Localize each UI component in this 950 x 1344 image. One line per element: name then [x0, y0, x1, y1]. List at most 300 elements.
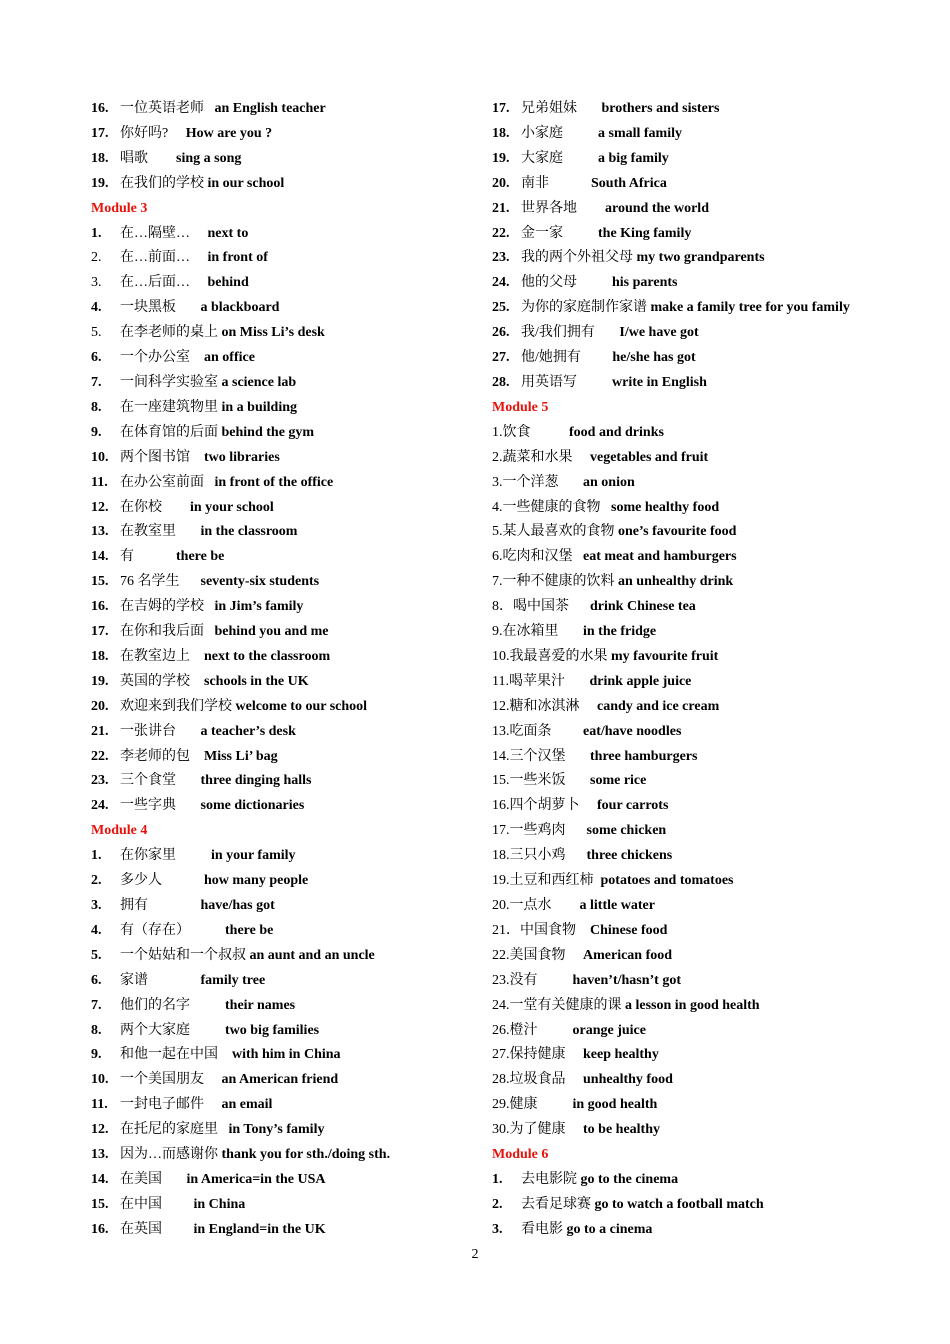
english-translation: in our school	[207, 175, 285, 191]
entry-number: 18.	[91, 648, 109, 664]
vocab-entry	[492, 321, 922, 346]
vocab-entry	[492, 994, 922, 1019]
chinese-term: 30.为了健康	[492, 1122, 566, 1138]
term-separator	[204, 1072, 222, 1087]
entry-number: 17.	[492, 101, 510, 116]
chinese-term: 他们的名字	[120, 997, 190, 1013]
english-translation: around the world	[605, 200, 709, 216]
term-separator	[218, 1047, 232, 1062]
term-separator	[180, 574, 201, 589]
english-translation: how many people	[204, 873, 309, 889]
entry-number: 13.	[91, 524, 109, 540]
vocab-entry	[91, 122, 481, 147]
chinese-term: 27.保持健康	[492, 1047, 566, 1063]
vocab-entry	[492, 1168, 922, 1193]
term-separator	[176, 773, 201, 788]
vocab-entry	[91, 222, 481, 247]
chinese-term: 多少人	[120, 873, 162, 889]
vocab-entry	[91, 446, 481, 471]
chinese-term: 两个大家庭	[120, 1022, 190, 1038]
entry-number: 16.	[91, 101, 109, 116]
vocab-entry	[492, 1193, 922, 1218]
english-translation: next to the classroom	[204, 648, 331, 664]
term-separator	[162, 1222, 194, 1237]
english-translation: behind the gym	[221, 424, 315, 440]
vocab-entry	[492, 346, 922, 371]
entry-number: 22.	[492, 225, 510, 241]
chinese-term: 英国的学校	[120, 673, 190, 689]
vocab-entry	[91, 346, 481, 371]
page-number: 2	[471, 1247, 479, 1262]
english-translation: South Africa	[591, 175, 667, 191]
entry-number: 4.	[91, 300, 102, 316]
entry-number: 17.	[91, 624, 109, 640]
entry-number: 9.	[91, 1047, 102, 1063]
term-separator	[576, 923, 590, 938]
term-separator	[176, 524, 201, 539]
entry-number: 12.	[91, 1122, 109, 1138]
entry-number: 8.	[91, 1022, 102, 1038]
vocab-entry	[492, 570, 922, 595]
entry-number: 5.	[91, 947, 102, 963]
chinese-term: 9.在冰箱里	[492, 624, 559, 640]
term-separator	[190, 250, 208, 265]
vocab-entry	[492, 620, 922, 645]
term-separator	[538, 1023, 573, 1038]
term-separator	[581, 350, 613, 365]
vocab-entry	[492, 122, 922, 147]
chinese-term: 三个食堂	[120, 773, 176, 789]
entry-number: 11.	[91, 474, 108, 490]
vocab-entry	[492, 197, 922, 222]
chinese-term: 11.喝苹果汁	[492, 673, 565, 689]
vocab-entry	[91, 794, 481, 819]
term-separator	[563, 226, 598, 241]
chinese-term: 15.一些米饭	[492, 773, 566, 789]
chinese-term: 有	[120, 549, 134, 565]
entry-number: 17.	[91, 125, 109, 141]
chinese-term: 一个办公室	[120, 350, 190, 366]
vocab-entry	[91, 1168, 481, 1193]
chinese-term: 在我们的学校	[120, 175, 204, 191]
term-separator	[566, 773, 591, 788]
vocab-entry	[492, 819, 922, 844]
english-translation: a big family	[598, 150, 669, 166]
english-translation: three hamburgers	[590, 748, 698, 764]
term-separator	[573, 450, 591, 465]
chinese-term: 为你的家庭制作家谱	[521, 300, 647, 316]
english-translation: go to a cinema	[566, 1221, 653, 1237]
chinese-term: 去看足球赛	[521, 1196, 591, 1212]
term-separator	[190, 450, 204, 465]
english-translation: in the classroom	[200, 524, 298, 540]
entry-number: 3.	[492, 1221, 503, 1237]
entry-number: 25.	[492, 300, 510, 316]
english-translation: in your family	[211, 848, 296, 864]
term-separator	[148, 973, 201, 988]
vocab-entry	[91, 421, 481, 446]
term-separator	[566, 948, 584, 963]
vocab-entry	[492, 1043, 922, 1068]
english-translation: in China	[193, 1196, 246, 1212]
chinese-term: 14.三个汉堡	[492, 748, 566, 764]
english-translation: make a family tree for you family	[650, 300, 850, 316]
chinese-term: 用英语写	[521, 374, 577, 390]
term-separator	[569, 599, 590, 614]
term-separator	[218, 1122, 229, 1137]
english-translation: drink apple juice	[589, 673, 692, 689]
term-separator	[577, 375, 612, 390]
term-separator	[552, 724, 584, 739]
vocab-entry	[492, 645, 922, 670]
vocab-entry	[91, 994, 481, 1019]
chinese-term: 24.一堂有关健康的课	[492, 997, 622, 1013]
english-translation: one’s favourite food	[618, 524, 737, 540]
chinese-term: 大家庭	[521, 150, 563, 166]
vocab-entry	[91, 321, 481, 346]
entry-number: 8.	[91, 399, 102, 415]
chinese-term: 因为…而感谢你	[120, 1147, 218, 1163]
vocab-entry	[91, 172, 481, 197]
vocab-entry	[91, 595, 481, 620]
chinese-term: 一个美国朋友	[120, 1072, 204, 1088]
chinese-term: 7.一种不健康的饮料	[492, 574, 615, 590]
vocab-entry	[91, 471, 481, 496]
term-separator	[580, 798, 598, 813]
chinese-term: 6.吃肉和汉堡	[492, 549, 573, 565]
english-translation: some healthy food	[611, 499, 720, 515]
chinese-term: 李老师的包	[120, 748, 190, 764]
vocab-entry	[91, 1019, 481, 1044]
term-separator	[190, 749, 204, 764]
english-translation: two libraries	[204, 449, 280, 465]
english-translation: in Tony’s family	[228, 1122, 325, 1138]
vocab-entry	[492, 595, 922, 620]
chinese-term: 世界各地	[521, 200, 577, 216]
chinese-term: 在体育馆的后面	[120, 424, 218, 440]
english-translation: a teacher’s desk	[200, 723, 296, 739]
english-translation: seventy-six students	[200, 574, 320, 590]
chinese-term: 19.土豆和西红柿	[492, 873, 594, 889]
chinese-term: 看电影	[521, 1221, 563, 1237]
english-translation: in good health	[572, 1097, 658, 1113]
english-translation: write in English	[612, 374, 707, 390]
term-separator	[566, 823, 587, 838]
term-separator	[190, 998, 225, 1013]
term-separator	[563, 126, 598, 141]
vocab-entry	[492, 172, 922, 197]
english-translation: four carrots	[597, 798, 669, 814]
vocab-entry	[91, 969, 481, 994]
module-heading: Module 6	[492, 1147, 549, 1163]
english-translation: family tree	[200, 972, 266, 988]
entry-number: 21.	[91, 723, 109, 739]
vocab-entry	[91, 1193, 481, 1218]
vocab-entry	[91, 645, 481, 670]
vocab-entry	[91, 720, 481, 745]
vocab-entry	[91, 520, 481, 545]
term-separator	[204, 599, 215, 614]
entry-number: 22.	[91, 748, 109, 764]
term-separator	[190, 1023, 225, 1038]
entry-number: 13.	[91, 1147, 109, 1163]
chinese-term: 金一家	[521, 225, 563, 241]
english-translation: drink Chinese tea	[590, 599, 696, 615]
english-translation: an unhealthy drink	[618, 574, 734, 590]
entry-number: 15.	[91, 574, 109, 590]
entry-number: 12.	[91, 499, 109, 515]
chinese-term: 21．中国食物	[492, 922, 576, 938]
chinese-term: 28.垃圾食品	[492, 1072, 566, 1088]
english-translation: a blackboard	[200, 300, 280, 316]
vocab-entry	[492, 520, 922, 545]
module-heading: Module 4	[91, 823, 148, 839]
english-translation: vegetables and fruit	[590, 449, 709, 465]
vocab-entry	[91, 545, 481, 570]
english-translation: Miss Li’ bag	[204, 748, 278, 764]
entry-number: 21.	[492, 200, 510, 216]
vocab-entry	[91, 944, 481, 969]
chinese-term: 在教室里	[120, 524, 176, 540]
vocab-entry	[91, 371, 481, 396]
english-translation: an email	[221, 1097, 273, 1113]
english-translation: in America=in the USA	[186, 1171, 326, 1187]
vocab-entry	[492, 769, 922, 794]
vocab-entry	[492, 496, 922, 521]
chinese-term: 3.一个洋葱	[492, 474, 559, 490]
english-translation: three chickens	[586, 848, 673, 864]
term-separator	[148, 898, 201, 913]
term-separator	[162, 1172, 187, 1187]
chinese-term: 5.某人最喜欢的食物	[492, 524, 615, 540]
entry-number: 5.	[91, 325, 102, 341]
term-separator	[594, 873, 601, 888]
chinese-term: 在…隔壁…	[120, 225, 190, 241]
chinese-term: 我/我们拥有	[521, 325, 595, 341]
english-translation: some chicken	[586, 823, 667, 839]
entry-number: 16.	[91, 1221, 109, 1237]
chinese-term: 22.美国食物	[492, 947, 566, 963]
term-separator	[190, 923, 225, 938]
entry-number: 7.	[91, 997, 102, 1013]
english-translation: sing a song	[176, 150, 242, 166]
chinese-term: 去电影院	[521, 1171, 577, 1187]
term-separator	[204, 624, 215, 639]
chinese-term: 29.健康	[492, 1097, 538, 1113]
chinese-term: 在教室边上	[120, 648, 190, 664]
chinese-term: 一个姑姑和一个叔叔	[120, 947, 246, 963]
english-translation: eat/have noodles	[583, 723, 682, 739]
english-translation: there be	[176, 549, 225, 565]
vocab-entry	[492, 1093, 922, 1118]
vocab-entry	[91, 1093, 481, 1118]
english-translation: a little water	[579, 898, 655, 913]
chinese-term: 8．喝中国茶	[492, 599, 569, 615]
chinese-term: 2.蔬菜和水果	[492, 449, 573, 465]
chinese-term: 一间科学实验室	[120, 374, 218, 390]
term-separator	[580, 699, 598, 714]
chinese-term: 他/她拥有	[521, 350, 581, 366]
term-separator	[565, 674, 590, 689]
english-translation: thank you for sth./doing sth.	[221, 1147, 391, 1163]
vocab-entry	[91, 670, 481, 695]
english-translation: an office	[204, 350, 255, 366]
chinese-term: 在你家里	[120, 848, 176, 864]
term-separator	[204, 475, 215, 490]
term-separator	[566, 1072, 584, 1087]
term-separator	[190, 226, 208, 241]
chinese-term: 他的父母	[521, 275, 577, 291]
vocab-entry	[91, 1043, 481, 1068]
chinese-term: 唱歌	[120, 150, 148, 166]
vocab-entry	[492, 869, 922, 894]
vocab-entry	[91, 1118, 481, 1143]
term-separator	[176, 798, 201, 813]
vocab-entry	[492, 97, 922, 122]
vocab-entry	[492, 1068, 922, 1093]
english-translation: welcome to our school	[235, 698, 368, 714]
chinese-term: 26.橙汁	[492, 1022, 538, 1038]
entry-number: 1.	[492, 1171, 503, 1187]
english-translation: next to	[207, 225, 249, 241]
chinese-term: 家谱	[120, 972, 148, 988]
english-translation: go to the cinema	[580, 1171, 679, 1187]
vocab-entry	[91, 869, 481, 894]
vocab-entry	[91, 745, 481, 770]
entry-number: 27.	[492, 350, 510, 366]
english-translation: to be healthy	[583, 1122, 660, 1138]
entry-number: 24.	[91, 798, 109, 814]
english-translation: keep healthy	[583, 1047, 659, 1063]
vocab-entry	[91, 919, 481, 944]
vocab-entry	[492, 371, 922, 396]
english-translation: two big families	[225, 1022, 320, 1038]
entry-number: 19.	[91, 175, 109, 191]
chinese-term: 1.饮食	[492, 424, 531, 440]
vocab-entry	[492, 969, 922, 994]
vocab-entry	[492, 745, 922, 770]
entry-number: 3.	[91, 275, 102, 291]
entry-number: 2.	[492, 1196, 503, 1212]
chinese-term: 17.一些鸡肉	[492, 823, 566, 839]
entry-number: 1.	[91, 225, 102, 241]
english-translation: in front of the office	[214, 474, 334, 490]
vocab-entry	[492, 1019, 922, 1044]
english-translation: some dictionaries	[200, 798, 305, 814]
entry-number: 4.	[91, 922, 102, 938]
term-separator	[148, 151, 176, 166]
chinese-term: 欢迎来到我们学校	[120, 698, 232, 714]
chinese-term: 和他一起在中国	[120, 1047, 218, 1063]
english-translation: an American friend	[221, 1072, 339, 1088]
chinese-term: 在李老师的桌上	[120, 325, 218, 341]
term-separator	[162, 500, 190, 515]
chinese-term: 有（存在）	[120, 922, 190, 938]
english-translation: in the fridge	[583, 624, 657, 640]
vocab-entry	[91, 695, 481, 720]
vocab-entry	[492, 794, 922, 819]
chinese-term: 在你和我后面	[120, 624, 204, 640]
chinese-term: 在托尼的家庭里	[120, 1122, 218, 1138]
english-translation: potatoes and tomatoes	[600, 873, 734, 889]
vocab-entry	[91, 844, 481, 869]
vocab-entry	[91, 1218, 481, 1243]
english-translation: behind	[207, 275, 249, 291]
vocab-entry	[91, 1143, 481, 1168]
vocab-entry	[492, 844, 922, 869]
entry-number: 14.	[91, 1171, 109, 1187]
chinese-term: 一位英语老师	[120, 101, 204, 116]
module-heading: Module 3	[91, 200, 148, 216]
english-translation: some rice	[590, 773, 647, 789]
english-translation: unhealthy food	[583, 1072, 673, 1088]
chinese-term: 一些字典	[120, 798, 176, 814]
english-translation: he/she has got	[612, 350, 696, 366]
vocab-entry	[492, 246, 922, 271]
entry-number: 15.	[91, 1196, 109, 1212]
term-separator	[176, 300, 201, 315]
term-separator	[563, 151, 598, 166]
term-separator	[559, 624, 584, 639]
chinese-term: 10.我最喜爱的水果	[492, 648, 608, 664]
vocab-entry	[492, 545, 922, 570]
vocab-entry	[492, 670, 922, 695]
entry-number: 20.	[91, 698, 109, 714]
english-translation: haven’t/hasn’t got	[572, 972, 682, 988]
right-column	[492, 97, 922, 1243]
chinese-term: 一块黑板	[120, 300, 176, 316]
vocab-entry	[492, 471, 922, 496]
term-separator	[168, 126, 186, 141]
chinese-term: 在中国	[120, 1196, 162, 1212]
english-translation: brothers and sisters	[601, 101, 720, 116]
english-translation: American food	[583, 947, 673, 963]
vocab-entry	[492, 720, 922, 745]
vocab-entry	[91, 246, 481, 271]
term-separator	[204, 1097, 222, 1112]
english-translation: on Miss Li’s desk	[221, 325, 325, 341]
vocab-entry	[492, 446, 922, 471]
vocab-entry	[492, 296, 922, 321]
chinese-term: 18.三只小鸡	[492, 848, 566, 864]
entry-number: 10.	[91, 449, 109, 465]
vocab-entry	[91, 1068, 481, 1093]
chinese-term: 在办公室前面	[120, 474, 204, 490]
term-separator	[190, 275, 208, 290]
entry-number: 14.	[91, 549, 109, 565]
vocab-entry	[492, 1118, 922, 1143]
term-separator	[601, 500, 612, 515]
entry-number: 9.	[91, 424, 102, 440]
chinese-term: 我的两个外祖父母	[521, 250, 633, 266]
vocab-entry	[492, 944, 922, 969]
english-translation: I/we have got	[619, 325, 699, 341]
english-translation: go to watch a football match	[594, 1196, 764, 1212]
term-separator	[566, 1047, 584, 1062]
term-separator	[538, 973, 573, 988]
vocab-entry	[91, 147, 481, 172]
vocab-entry	[91, 894, 481, 919]
entry-number: 3.	[91, 898, 102, 913]
entry-number: 19.	[91, 673, 109, 689]
chinese-term: 在美国	[120, 1171, 162, 1187]
chinese-term: 在…前面…	[120, 250, 190, 266]
english-translation: his parents	[612, 275, 678, 291]
chinese-term: 一封电子邮件	[120, 1097, 204, 1113]
english-translation: their names	[225, 997, 296, 1013]
term-separator	[538, 1097, 573, 1112]
term-separator	[204, 101, 215, 116]
